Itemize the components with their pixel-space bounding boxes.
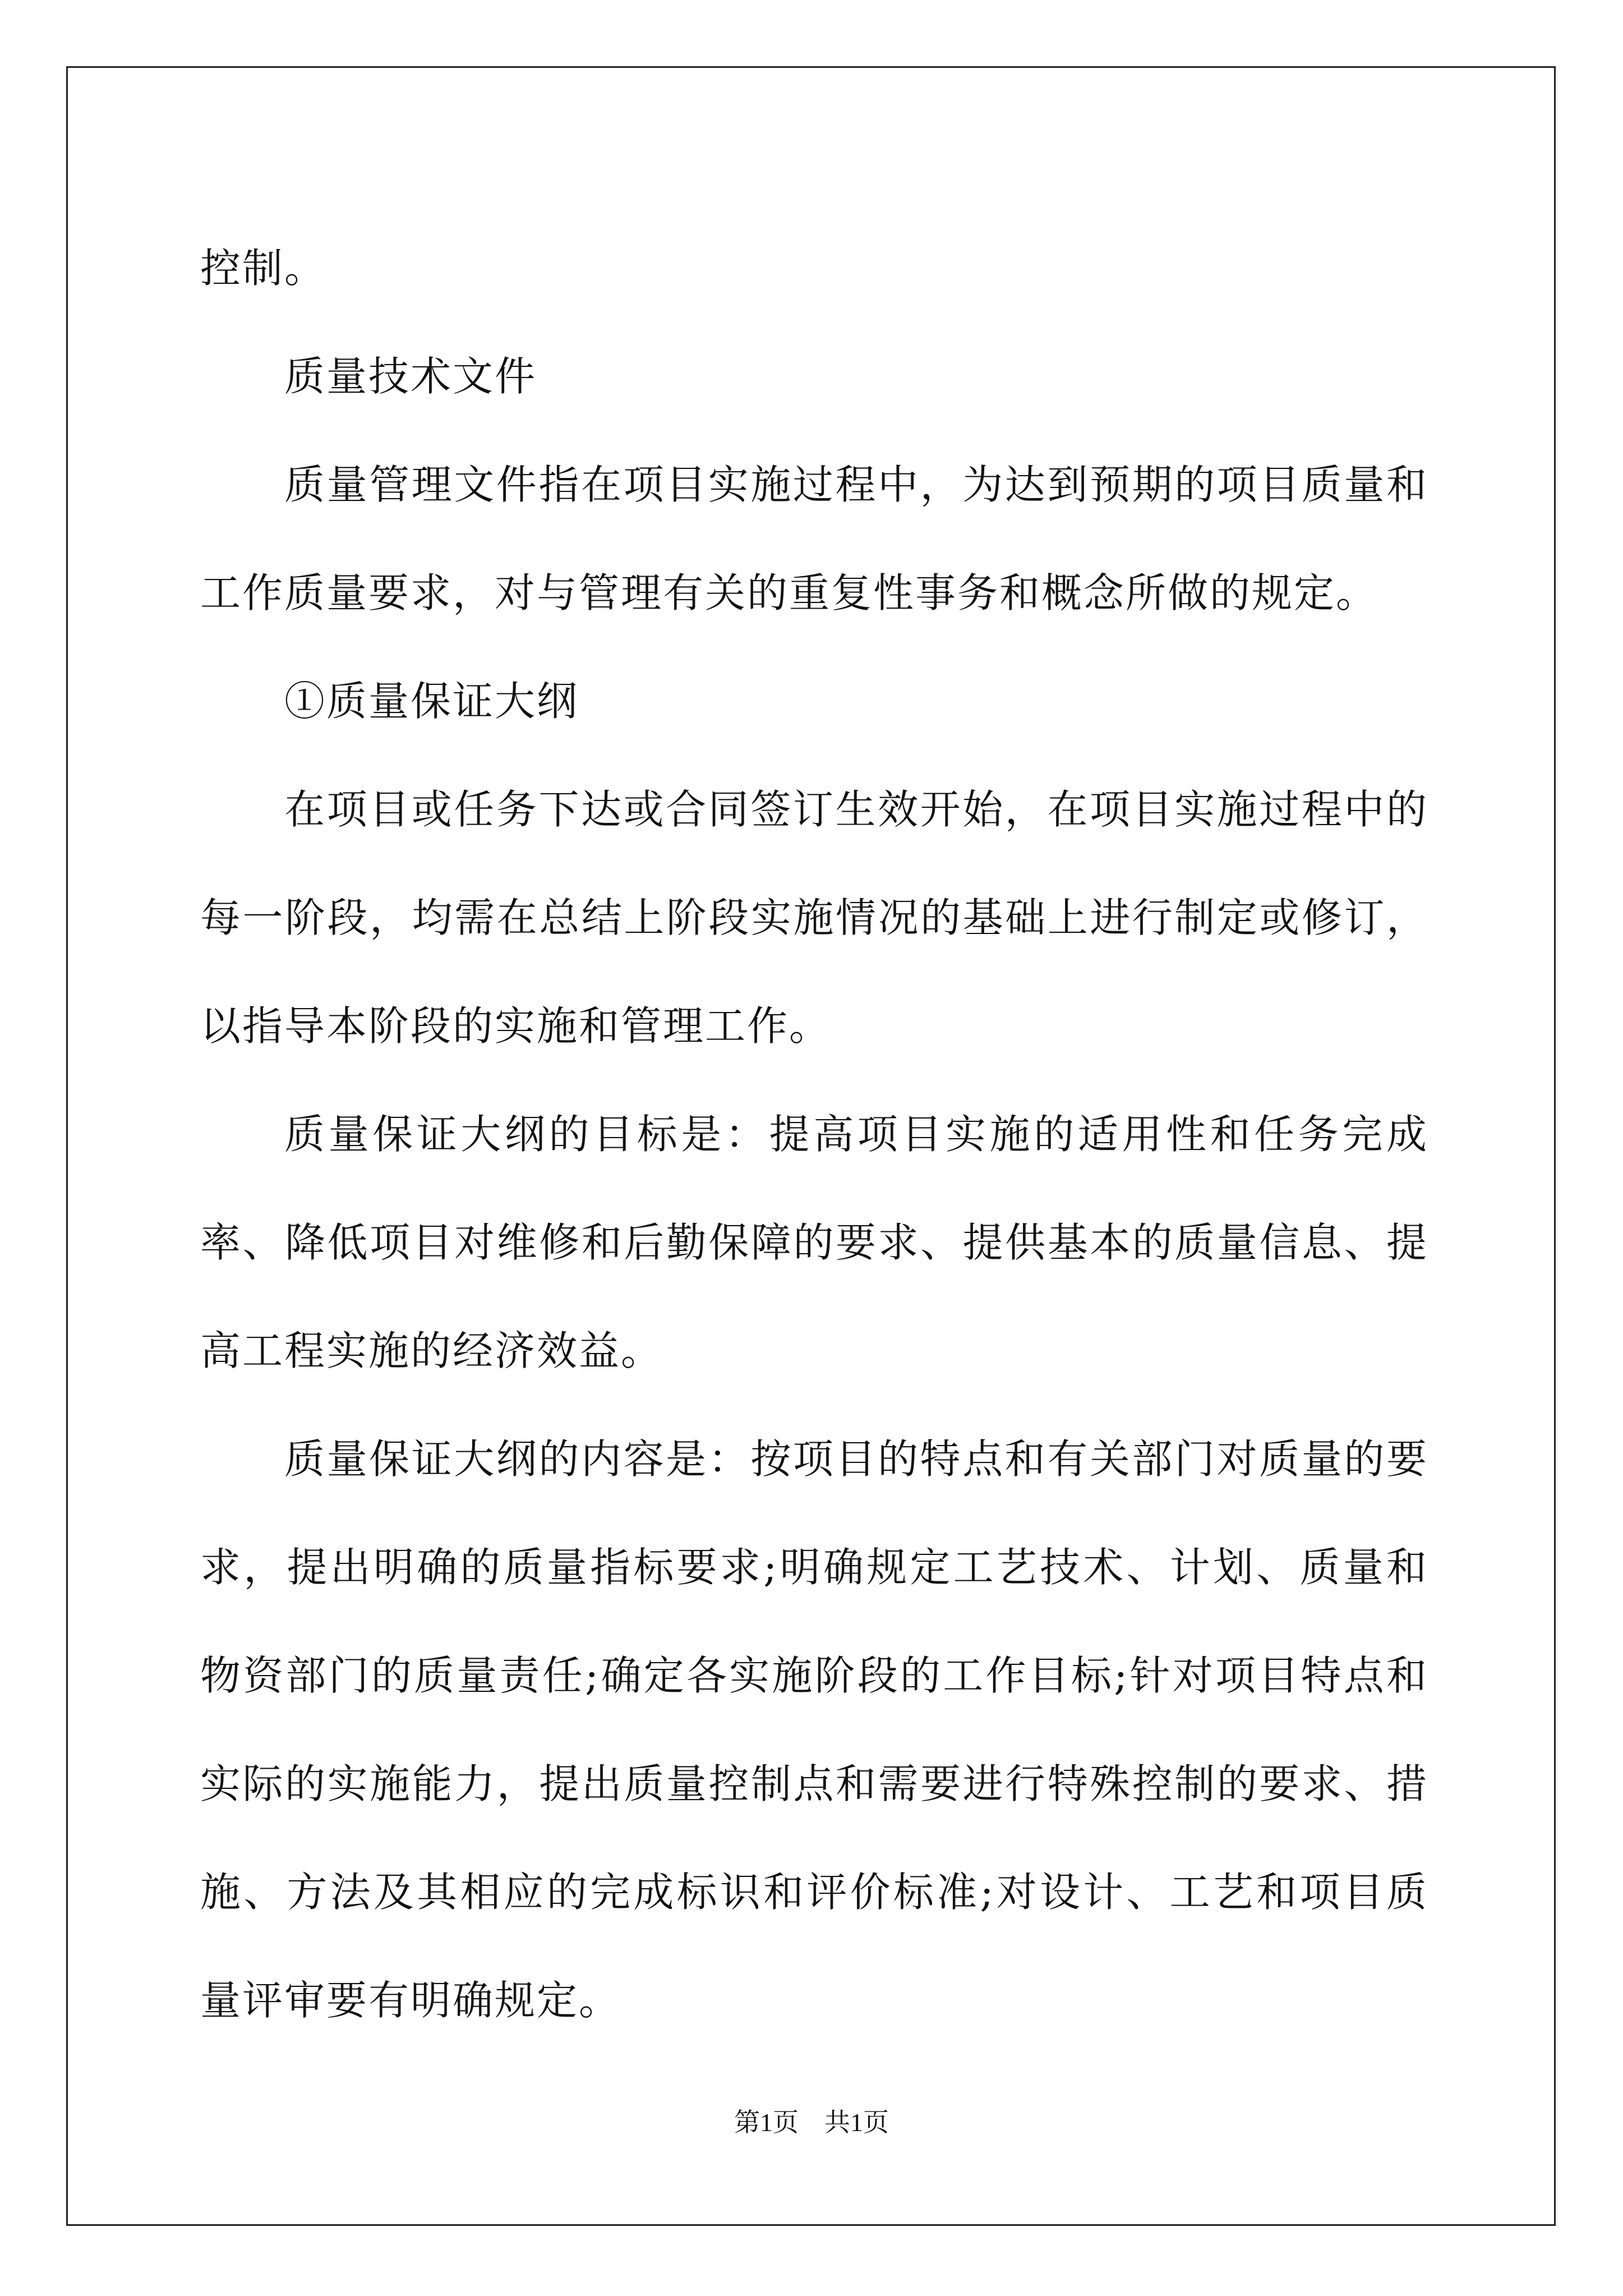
page-footer (0, 2102, 1623, 2139)
paragraph-3: 质量管理文件指在项目实施过程中，为达到预期的项目质量和工作质量要求，对与管理有关的重复性事务和概念所做的规定。 (200, 461, 1428, 616)
paragraph-5: 在项目或任务下达或合同签订生效开始，在项目实施过程中的每一阶段，均需在总结上阶段实施情况的基础上进行制定或修订，以指导本阶段的实施和管理工作。 (200, 786, 1428, 1050)
page-total: 共1页 (824, 2108, 889, 2137)
paragraph-7: 质量保证大纲的内容是：按项目的特点和有关部门对质量的要求，提出明确的质量指标要求;明确规定工艺技术、计划、质量和物资部门的质量责任;确定各实施阶段的工作目标;针对项目特点和实际的实施能力，提出质量控制点和需要进行特殊控制的要求、措施、方法及其相应的完成标识和评价标准;对设计、工艺和项目质量评审要有明确规定。 (200, 1435, 1428, 2024)
subsection-heading: ①质量保证大纲 (284, 678, 579, 725)
paragraph-6: 质量保证大纲的目标是：提高项目实施的适用性和任务完成率、降低项目对维修和后勤保障的要求、提供基本的质量信息、提高工程实施的经济效益。 (200, 1111, 1428, 1374)
paragraph-1: 控制。 (200, 245, 327, 292)
page-number: 第1页 (734, 2108, 799, 2137)
document-body (200, 214, 1428, 2055)
section-heading: 质量技术文件 (284, 353, 537, 400)
